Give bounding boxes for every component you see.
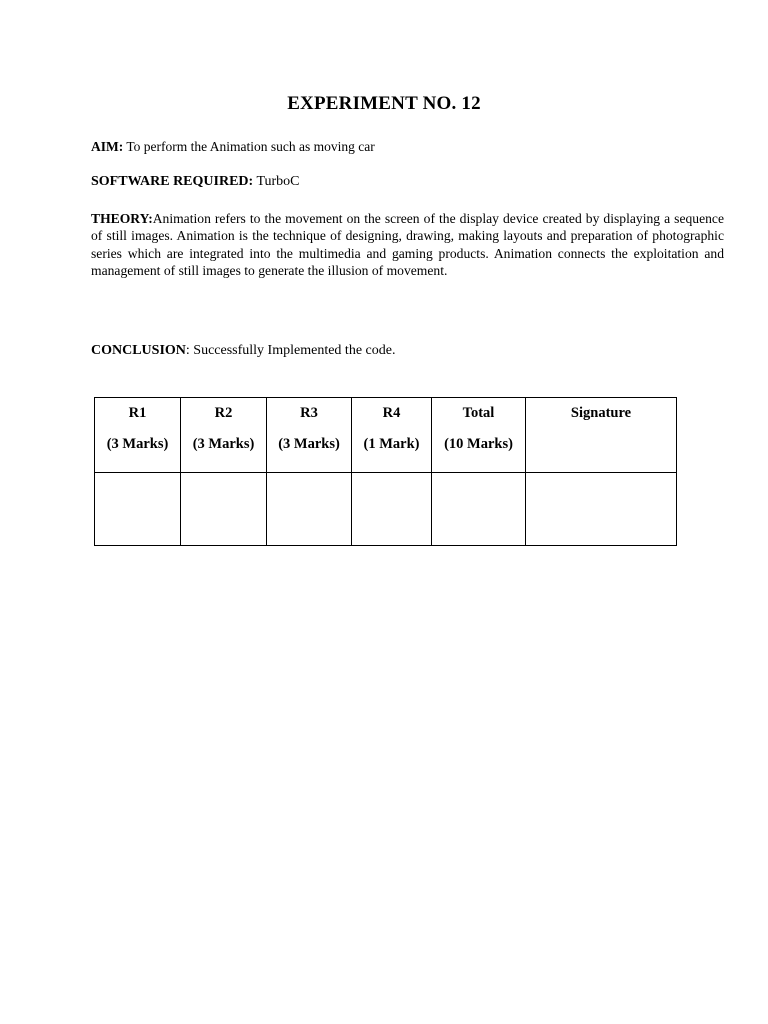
column-name: R2 [214, 405, 233, 421]
aim-label: AIM: [91, 139, 124, 154]
theory-section [91, 210, 724, 280]
conclusion-section [91, 342, 724, 359]
theory-text: Animation refers to the movement on the screen of the display device created by displaying a sequence of still images. Animation is the technique of designing, drawing, making layouts and preparation of photographic series which are integrated into the multimedia and gaming products. Animation connects the exploitation and management of still images to generate the illusion of movement. [91, 211, 724, 279]
marks-entry-r1 [95, 473, 181, 546]
marks-header-row [95, 398, 677, 473]
marks-table [94, 397, 677, 546]
marks-entry-r3 [267, 473, 352, 546]
column-marks: (3 Marks) [278, 436, 340, 452]
marks-cell-signature [526, 398, 677, 473]
aim-text: To perform the Animation such as moving car [123, 139, 375, 154]
column-name: R4 [382, 405, 401, 421]
column-name: R3 [300, 405, 318, 421]
column-marks: (3 Marks) [106, 436, 169, 452]
conclusion-label: CONCLUSION [91, 343, 186, 358]
marks-entry-r4 [352, 473, 432, 546]
column-name: Signature [570, 405, 632, 421]
column-marks: (3 Marks) [192, 436, 255, 452]
aim-section [91, 138, 724, 155]
column-marks: (1 Mark) [363, 436, 420, 452]
marks-cell-r4 [352, 398, 432, 473]
conclusion-text: : Successfully Implemented the code. [185, 343, 396, 358]
software-text: TurboC [253, 174, 300, 189]
marks-entry-signature [526, 473, 677, 546]
column-name: R1 [128, 405, 147, 421]
marks-entry-r2 [181, 473, 267, 546]
page-title: EXPERIMENT NO. 12 [287, 93, 481, 114]
marks-cell-r2 [181, 398, 267, 473]
marks-cell-r1 [95, 398, 181, 473]
marks-cell-r3 [267, 398, 352, 473]
column-marks: (10 Marks) [444, 436, 513, 452]
marks-entry-row [95, 473, 677, 546]
theory-label: THEORY: [91, 211, 153, 226]
software-section [91, 173, 724, 190]
column-name: Total [462, 405, 495, 421]
software-label: SOFTWARE REQUIRED: [91, 174, 254, 189]
marks-entry-total [432, 473, 526, 546]
marks-cell-total [432, 398, 526, 473]
